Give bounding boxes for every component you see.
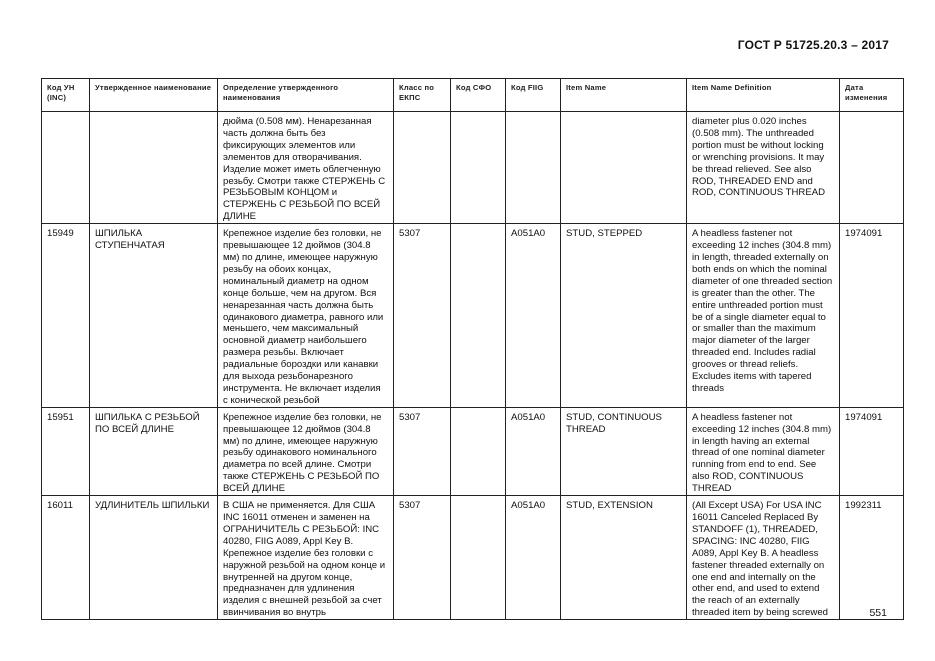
- col-header-class: Класс по ЕКПС: [394, 79, 451, 112]
- cell-item-definition: A headless fastener not exceeding 12 inches (304.8 mm) in length having an external thread of one nominal diameter running from end to end. See also ROD, CONTINUOUS THREAD: [687, 407, 840, 495]
- page-number: 551: [869, 607, 887, 619]
- cell-item-definition: A headless fastener not exceeding 12 inches (304.8 mm) in length, threaded externally on both ends on which the nominal diameter of one threaded section is greater than the other. The entire unthreaded portion must be of a single diameter equal to or smaller than the maximum major diameter of the larger threaded end. Includes radial grooves or thread reliefs. Excludes items with tapered threads: [687, 224, 840, 408]
- col-header-item-name-definition: Item Name Definition: [687, 79, 840, 112]
- col-header-fiig: Код FIIG: [506, 79, 561, 112]
- cell-fiig: [506, 112, 561, 224]
- cell-inc: [42, 112, 90, 224]
- col-header-sfo: Код СФО: [451, 79, 506, 112]
- col-header-inc: Код УН (INC): [42, 79, 90, 112]
- cell-item-name: [561, 112, 687, 224]
- cell-name: ШПИЛЬКА С РЕЗЬБОЙ ПО ВСЕЙ ДЛИНЕ: [90, 407, 218, 495]
- cell-sfo: [451, 496, 506, 620]
- cell-definition: Крепежное изделие без головки, не превышающее 12 дюймов (304.8 мм) по длине, имеющее наружную резьбу на обоих концах, номинальный диаметр на одном конце больше, чем на другом. Вся ненарезанная часть должна быть одинакового диаметра, равного или меньшего, чем максимальный основной диаметр наибольшего размера резьбы. Включает радиальные бороздки или канавки для выхода резьбонарезного инструмента. Не включает изделия с конической резьбой: [218, 224, 394, 408]
- cell-class: 5307: [394, 496, 451, 620]
- table-row: [42, 224, 904, 408]
- document-header: ГОСТ Р 51725.20.3 – 2017: [737, 38, 889, 52]
- table-row: [42, 496, 904, 620]
- cell-name: ШПИЛЬКА СТУПЕНЧАТАЯ: [90, 224, 218, 408]
- cell-inc: 15949: [42, 224, 90, 408]
- table-row: [42, 407, 904, 495]
- table-row: [42, 112, 904, 224]
- cell-date: 1974091: [840, 407, 904, 495]
- col-header-approved-name: Утвержденное наименование: [90, 79, 218, 112]
- cell-inc: 16011: [42, 496, 90, 620]
- cell-sfo: [451, 112, 506, 224]
- cell-class: 5307: [394, 407, 451, 495]
- col-header-definition: Определение утвержденного наименования: [218, 79, 394, 112]
- cell-fiig: A051A0: [506, 407, 561, 495]
- nomenclature-table: [41, 78, 904, 620]
- cell-date: 1974091: [840, 224, 904, 408]
- cell-name: [90, 112, 218, 224]
- cell-item-name: STUD, STEPPED: [561, 224, 687, 408]
- cell-sfo: [451, 407, 506, 495]
- cell-fiig: A051A0: [506, 224, 561, 408]
- cell-sfo: [451, 224, 506, 408]
- table-header-row: [42, 79, 904, 112]
- cell-fiig: A051A0: [506, 496, 561, 620]
- cell-inc: 15951: [42, 407, 90, 495]
- cell-definition: дюйма (0.508 мм). Ненарезанная часть должна быть без фиксирующих элементов или элементов для отворачивания. Изделие может иметь облегченную резьбу. Смотри также СТЕРЖЕНЬ С РЕЗЬБОВЫМ КОНЦОМ и СТЕРЖЕНЬ С РЕЗЬБОЙ ПО ВСЕЙ ДЛИНЕ: [218, 112, 394, 224]
- col-header-date: Дата изменения: [840, 79, 904, 112]
- cell-definition: В США не применяется. Для США INC 16011 отменен и заменен на ОГРАНИЧИТЕЛЬ С РЕЗЬБОЙ: INC 40280, FIIG A089, Appl Key B. Крепежное изделие без головки с наружной резьбой на одном конце и внутренней на другом конце, предназначен для удлинения изделия с внешней резьбой за счет ввинчивания во внутрь: [218, 496, 394, 620]
- cell-name: УДЛИНИТЕЛЬ ШПИЛЬКИ: [90, 496, 218, 620]
- cell-item-definition: diameter plus 0.020 inches (0.508 mm). The unthreaded portion must be without locking or wrenching provisions. It may be thread relieved. See also ROD, THREADED END and ROD, CONTINUOUS THREAD: [687, 112, 840, 224]
- cell-class: [394, 112, 451, 224]
- cell-item-definition: (All Except USA) For USA INC 16011 Canceled Replaced By STANDOFF (1), THREADED, SPACING: INC 40280, FIIG A089, Appl Key B. A headless fastener threaded externally on one end and internally on the other end, and used to extend the reach of an externally threaded item by being screwed: [687, 496, 840, 620]
- cell-item-name: STUD, CONTINUOUS THREAD: [561, 407, 687, 495]
- cell-definition: Крепежное изделие без головки, не превышающее 12 дюймов (304.8 мм) по длине, имеющее наружную резьбу одинакового номинального диаметра по всей длине. Смотри также СТЕРЖЕНЬ С РЕЗЬБОЙ ПО ВСЕЙ ДЛИНЕ: [218, 407, 394, 495]
- cell-item-name: STUD, EXTENSION: [561, 496, 687, 620]
- cell-date: 1992311: [840, 496, 904, 620]
- col-header-item-name: Item Name: [561, 79, 687, 112]
- cell-date: [840, 112, 904, 224]
- cell-class: 5307: [394, 224, 451, 408]
